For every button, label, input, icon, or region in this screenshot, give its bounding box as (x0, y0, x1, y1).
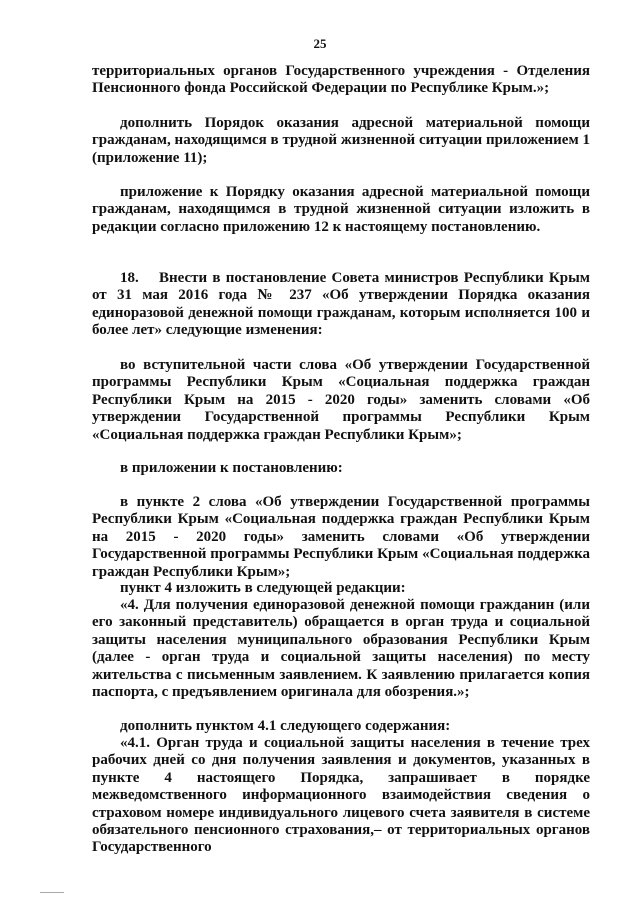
paragraph-point-4-1-intro: дополнить пунктом 4.1 следующего содержания: (120, 718, 451, 734)
paragraph-point-4-1-text: «4.1. Орган труда и социальной защиты населения в течение трех рабочих дней со дня получения заявления и документов, указанных в пункте 4 настоящего Порядка, запрашивает в порядке межведомственного информационного взаимодействия сведения о страховом номере индивидуального лицевого счета заявителя в системе обязательного пенсионного страхования,– от территориальных органов Государственного (92, 735, 590, 856)
paragraph-item-18: 18. Внести в постановление Совета министров Республики Крым от 31 мая 2016 года № 237 «Об утверждении Порядка оказания единоразовой денежной помощи гражданам, которым исполняется 100 и более лет» следующие изменения: (92, 270, 590, 339)
page-number: 25 (313, 36, 327, 51)
paragraph-amend-order: дополнить Порядок оказания адресной материальной помощи гражданам, находящимся в трудной жизненной ситуации приложением 1 (приложение 11); (92, 115, 590, 166)
paragraph-preamble-change: во вступительной части слова «Об утверждении Государственной программы Республики Крым «Социальная поддержка граждан Республики Крым на 2015 - 2020 годы» заменить словами «Об утверждении Государственной программы Республики Крым «Социальная поддержка граждан Республики Крым»; (92, 357, 590, 443)
footer-mark (40, 892, 64, 893)
paragraph-point-4-intro: пункт 4 изложить в следующей редакции: (120, 580, 406, 596)
paragraph-appendix-intro: в приложении к постановлению: (120, 460, 343, 476)
paragraph-continuation: территориальных органов Государственного учреждения - Отделения Пенсионного фонда Российской Федерации по Республике Крым.»; (92, 63, 590, 97)
paragraph-point-4-text: «4. Для получения единоразовой денежной помощи гражданин (или его законный представитель) обращается в орган труда и социальной защиты населения муниципального образования Республики Крым (далее - орган труда и социальной защиты населения) по месту жительства с письменным заявлением. К заявлению прилагается копия паспорта, с предъявлением оригинала для обозрения.»; (92, 597, 590, 701)
paragraph-point-2: в пункте 2 слова «Об утверждении Государственной программы Республики Крым «Социальная поддержка граждан Республики Крым на 2015 - 2020 годы» заменить словами «Об утверждении Государственной программы Республики Крым «Социальная поддержка граждан Республики Крым»; (92, 494, 590, 580)
paragraph-appendix-replace: приложение к Порядку оказания адресной материальной помощи гражданам, находящимся в трудной жизненной ситуации изложить в редакции согласно приложению 12 к настоящему постановлению. (92, 184, 590, 235)
